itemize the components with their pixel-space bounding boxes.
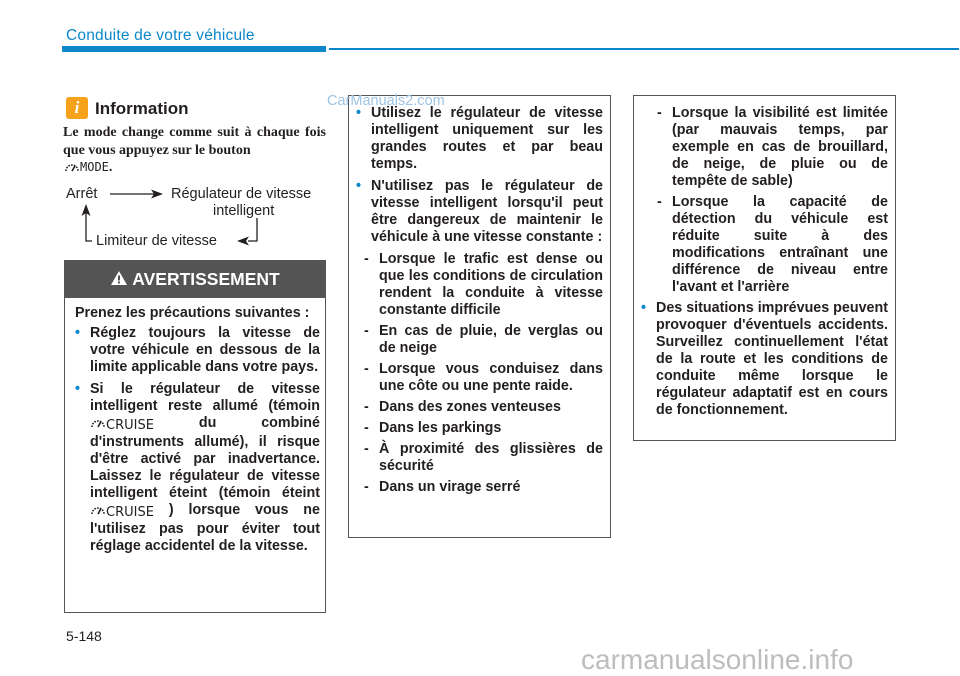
bullet-mark: • <box>356 105 362 121</box>
warning-box <box>64 260 326 613</box>
middle-dash-7-text: Dans un virage serré <box>379 479 521 495</box>
warning-bullet-2-part2: du combiné d'instruments allumé), il risque d'être activé par inadvertance. Laissez le régulateur de vitesse intelligent éteint (témoin éteint <box>90 415 320 501</box>
middle-dash-6-text: À proximité des glissières de sécurité <box>379 441 603 474</box>
diagram-stop: Arrêt <box>66 186 98 202</box>
right-dash-1-text: Lorsque la visibilité est limitée (par mauvais temps, par exemple en cas de brouillard, de neige, de pluie ou de tempête de sable) <box>672 105 888 189</box>
right-box <box>633 95 896 441</box>
middle-bullet-2-text: N'utilisez pas le régulateur de vitesse intelligent lorsqu'il peut être dangereux de maintenir le véhicule à une vitesse constante : <box>371 178 603 245</box>
dash-mark: - <box>364 361 369 377</box>
header-rule-thick <box>62 46 326 52</box>
warning-bullet-1 <box>75 325 320 376</box>
right-bullet-1-text: Des situations imprévues peuvent provoquer d'éventuels accidents. Surveillez continuellement l'état de la route et les conditions de conduite même lorsque le régulateur adaptatif est en cours de fonctionnement. <box>656 300 888 418</box>
speedometer-icon <box>90 503 106 516</box>
middle-box <box>348 95 611 538</box>
info-icon: i <box>66 97 88 119</box>
middle-dash-5 <box>356 420 603 437</box>
watermark-bottom: carmanualsonline.info <box>581 644 854 675</box>
warning-body <box>75 305 320 560</box>
diagram-acc-line1: Régulateur de vitesse <box>171 186 312 202</box>
cruise-label: CRUISE <box>106 505 154 520</box>
middle-dash-4 <box>356 399 603 416</box>
diagram-limiter: Limiteur de vitesse <box>96 233 217 249</box>
speedometer-icon <box>64 161 80 173</box>
middle-dash-7 <box>356 479 603 496</box>
warning-triangle-icon <box>110 270 128 286</box>
middle-dash-2-text: En cas de pluie, de verglas ou de neige <box>379 323 603 356</box>
right-bullet-1 <box>641 300 888 419</box>
cruise-indicator-icon <box>90 503 154 521</box>
middle-dash-5-text: Dans les parkings <box>379 420 502 436</box>
warning-bullet-1-text: Réglez toujours la vitesse de votre véhicule en dessous de la limite applicable dans votre pays. <box>90 325 320 375</box>
diagram-acc-line2: intelligent <box>213 203 275 219</box>
dash-mark: - <box>364 479 369 495</box>
middle-bullet-1 <box>356 105 603 173</box>
middle-bullet-1-text: Utilisez le régulateur de vitesse intelligent uniquement sur les grandes routes et par beau temps. <box>371 105 603 172</box>
dash-mark: - <box>364 251 369 267</box>
warning-header <box>65 261 325 298</box>
right-body <box>641 105 888 424</box>
header-rule-thin <box>329 48 959 50</box>
mode-cycle-arrows <box>60 180 280 255</box>
mode-button-line <box>64 160 112 176</box>
middle-body <box>356 105 603 500</box>
middle-dash-4-text: Dans des zones venteuses <box>379 399 561 415</box>
info-text: Le mode change comme suit à chaque fois que vous appuyez sur le bouton <box>63 125 326 158</box>
middle-dash-1-text: Lorsque le trafic est dense ou que les conditions de circulation rendent la conduite à vitesse constante difficile <box>379 251 603 318</box>
middle-bullet-2 <box>356 178 603 246</box>
middle-dash-3-text: Lorsque vous conduisez dans une côte ou une pente raide. <box>379 361 603 394</box>
middle-dash-6 <box>356 441 603 475</box>
page-number: 5-148 <box>66 628 102 644</box>
info-title: Information <box>95 99 189 118</box>
middle-dash-2 <box>356 323 603 357</box>
mode-suffix: . <box>108 160 113 175</box>
dash-mark: - <box>364 399 369 415</box>
section-title: Conduite de votre véhicule <box>66 27 255 44</box>
warning-bullet-2-part3: ) lorsque vous ne l'utilisez pas pour éviter tout réglage accidentel de la vitesse. <box>90 502 320 554</box>
warning-intro: Prenez les précautions suivantes : <box>75 305 310 321</box>
warning-title: AVERTISSEMENT <box>132 269 280 289</box>
watermark-top: CarManuals2.com <box>327 93 445 109</box>
dash-mark: - <box>364 441 369 457</box>
mode-label: MODE <box>80 160 109 174</box>
bullet-mark: • <box>75 381 81 397</box>
dash-mark: - <box>364 323 369 339</box>
dash-mark: - <box>657 194 662 210</box>
cruise-indicator-icon <box>90 416 154 434</box>
warning-bullet-2 <box>75 381 320 555</box>
bullet-mark: • <box>641 300 647 316</box>
bullet-mark: • <box>75 325 81 341</box>
right-dash-2-text: Lorsque la capacité de détection du véhicule est réduite suite à des modifications entraînant une différence de niveau entre l'avant et l'arrière <box>672 194 888 295</box>
right-dash-1 <box>641 105 888 190</box>
warning-bullet-2-part1: Si le régulateur de vitesse intelligent reste allumé (témoin <box>90 381 320 414</box>
right-dash-2 <box>641 194 888 296</box>
speedometer-icon <box>90 416 106 429</box>
bullet-mark: • <box>356 178 362 194</box>
dash-mark: - <box>657 105 662 121</box>
dash-mark: - <box>364 420 369 436</box>
middle-dash-1 <box>356 251 603 319</box>
cruise-label: CRUISE <box>106 418 154 433</box>
middle-dash-3 <box>356 361 603 395</box>
